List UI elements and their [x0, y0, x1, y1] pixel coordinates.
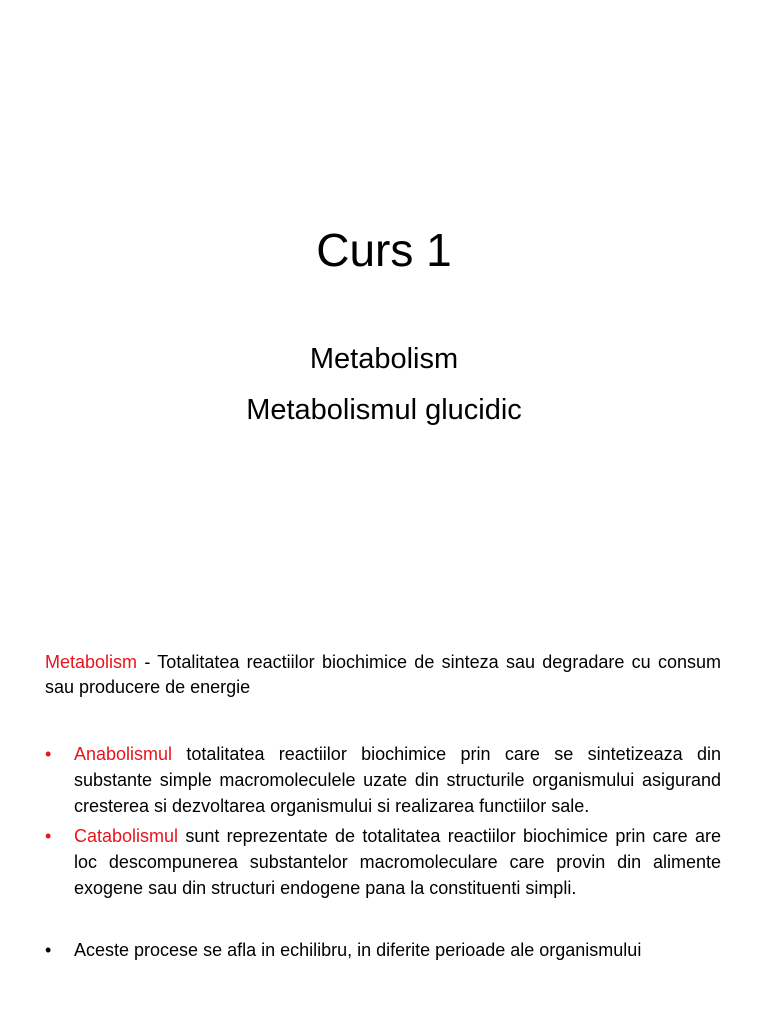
definition-text: - Totalitatea reactiilor biochimice de sinteza sau degradare cu consum sau producere de energie	[45, 652, 721, 697]
bullet-text: sunt reprezentate de totalitatea reactiilor biochimice prin care are loc descompunerea substantelor macromoleculare care provin din alimente exogene sau din structuri endogene pana la constituenti simpli.	[74, 826, 721, 898]
bullet-marker: •	[45, 744, 52, 764]
bullet-text: Aceste procese se afla in echilibru, in diferite perioade ale organismului	[74, 940, 642, 960]
bullet-term: Catabolismul	[74, 826, 179, 846]
bullet-anabolism	[45, 741, 721, 819]
bullet-list	[45, 741, 721, 963]
bullet-catabolism	[45, 823, 721, 901]
bullet-equilibrium	[45, 937, 721, 963]
slide-title: Curs 1	[316, 224, 452, 276]
slide-subtitle-metabolismul-glucidic: Metabolismul glucidic	[246, 394, 522, 426]
slide-subtitle-metabolism: Metabolism	[309, 343, 459, 375]
bullet-marker: •	[45, 826, 52, 846]
bullet-term: Anabolismul	[74, 744, 173, 764]
bullet-marker: •	[45, 940, 52, 960]
definition-term: Metabolism	[45, 652, 138, 672]
bullet-text: totalitatea reactiilor biochimice prin care se sintetizeaza din substante simple macromoleculele uzate din structurile organismului asigurand cresterea si dezvoltarea organismului si realizarea functiilor sale.	[74, 744, 721, 816]
metabolism-definition	[45, 650, 721, 700]
